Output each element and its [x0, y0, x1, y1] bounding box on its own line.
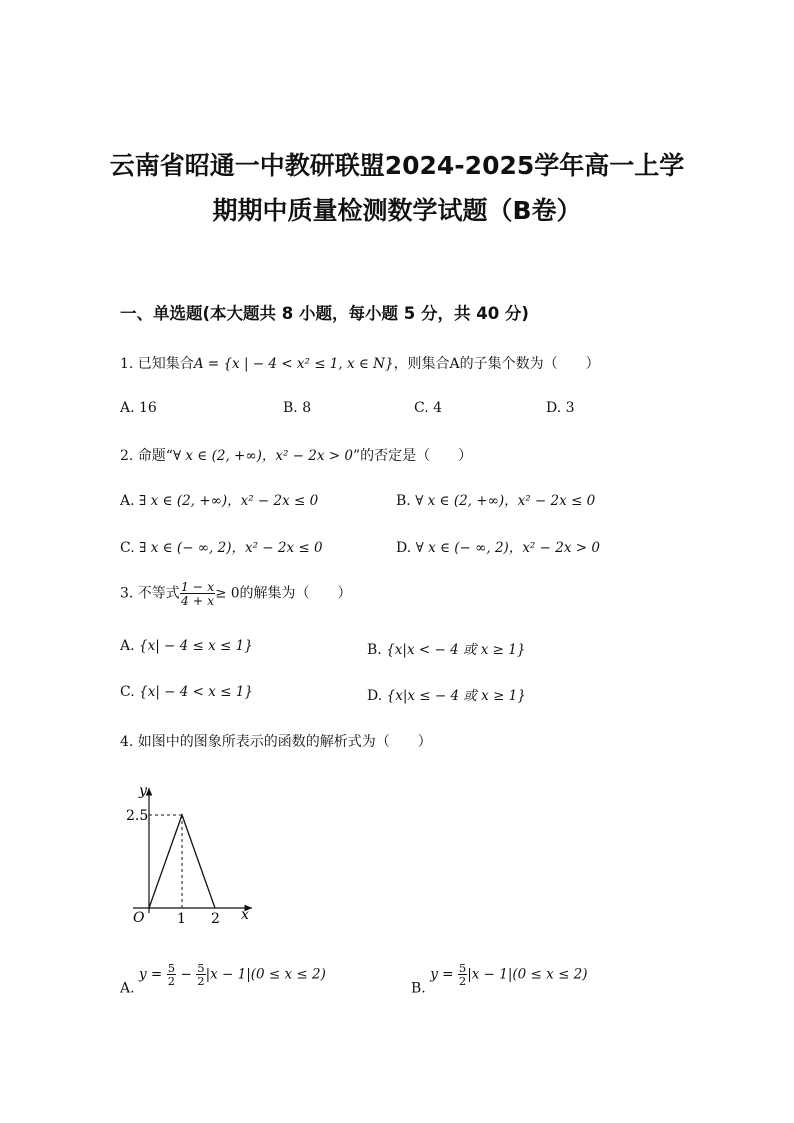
- question-1-prefix: 1. 已知集合: [120, 356, 194, 372]
- option-letter: B.: [283, 400, 298, 416]
- option-letter: C.: [120, 684, 135, 700]
- option-lhs: y =: [139, 966, 163, 983]
- option-letter: B.: [367, 642, 382, 658]
- y-tick-label: 2.5: [126, 808, 149, 824]
- option-letter: C.: [120, 540, 135, 556]
- question-1-option-b: [283, 400, 311, 416]
- question-2-math: ∀ x ∈ (2, +∞)，x² − 2x > 0: [172, 448, 353, 464]
- question-2-option-d: [396, 536, 600, 556]
- question-3-relation: ≥ 0: [215, 585, 240, 602]
- option-letter: A.: [120, 980, 135, 997]
- option-rest: |x − 1|(0 ≤ x ≤ 2): [205, 966, 326, 983]
- question-4-option-b: [411, 962, 588, 997]
- question-2-suffix: ”的否定是（ ）: [352, 448, 473, 464]
- fraction-numerator: 1 − x: [180, 579, 215, 594]
- option-text: ∃ x ∈ (− ∞, 2)，x² − 2x ≤ 0: [139, 540, 323, 556]
- x-tick-label-1: 1: [177, 911, 186, 927]
- fraction-denominator: 4 + x: [180, 593, 215, 608]
- fraction-numerator: 5: [458, 961, 467, 975]
- option-text: ∃ x ∈ (2, +∞)，x² − 2x ≤ 0: [139, 493, 319, 509]
- question-1-option-c: [414, 400, 442, 416]
- fraction-numerator: 5: [197, 961, 205, 975]
- question-3-option-c: [120, 684, 253, 700]
- option-letter: B.: [411, 980, 426, 997]
- question-3-fraction: [180, 580, 215, 607]
- question-3-option-a: [120, 638, 253, 654]
- option-letter: C.: [414, 400, 429, 416]
- option-text: ∀ x ∈ (2, +∞)，x² − 2x ≤ 0: [415, 493, 596, 509]
- question-4-option-a: [120, 962, 326, 997]
- option-letter: D.: [396, 540, 412, 556]
- option-letter: D.: [546, 400, 562, 416]
- option-text: {x|x ≤ − 4 或 x ≥ 1}: [386, 688, 526, 704]
- question-2-prefix: 2. 命题“: [120, 448, 173, 464]
- option-letter: A.: [120, 638, 135, 654]
- function-graph-figure: [115, 778, 275, 938]
- question-3-suffix: 的解集为（ ）: [239, 585, 352, 602]
- option-text: {x| − 4 ≤ x ≤ 1}: [139, 638, 253, 654]
- fraction-numerator: 5: [167, 961, 176, 975]
- option-letter: A.: [120, 400, 135, 416]
- fraction-denominator: 2: [458, 974, 467, 988]
- origin-label: O: [133, 910, 145, 926]
- question-3-option-d: [367, 684, 526, 704]
- exam-title-line-2: 期期中质量检测数学试题（B卷）: [212, 196, 582, 225]
- option-text: 8: [302, 400, 312, 416]
- option-text: 3: [565, 400, 575, 416]
- option-text: 4: [433, 400, 443, 416]
- option-letter: B.: [396, 493, 411, 509]
- option-text: 16: [139, 400, 157, 416]
- fraction-denominator: 2: [167, 974, 176, 988]
- x-axis-label: x: [241, 907, 249, 923]
- question-1-suffix: ，则集合A的子集个数为（ ）: [393, 356, 600, 372]
- question-3: [120, 580, 351, 607]
- question-2: [120, 444, 472, 465]
- option-rest: |x − 1|(0 ≤ x ≤ 2): [467, 966, 588, 983]
- question-1-math: A = {x | − 4 < x² ≤ 1, x ∈ N}: [193, 356, 394, 372]
- x-tick-label-2: 2: [211, 911, 220, 927]
- question-1-option-a: [120, 400, 157, 416]
- y-axis-label: y: [139, 783, 147, 799]
- option-letter: D.: [367, 688, 383, 704]
- option-lhs: y =: [430, 966, 454, 983]
- option-text: {x| − 4 < x ≤ 1}: [139, 684, 253, 700]
- option-minus: −: [180, 966, 192, 983]
- question-4: 4. 如图中的图象所表示的函数的解析式为（ ）: [120, 734, 432, 750]
- option-text: {x|x < − 4 或 x ≥ 1}: [386, 642, 526, 658]
- question-3-prefix: 3. 不等式: [120, 585, 180, 602]
- section-heading: 一、单选题(本大题共 8 小题，每小题 5 分，共 40 分): [120, 304, 529, 323]
- question-2-option-c: [120, 536, 323, 556]
- exam-title-line-1: 云南省昭通一中教研联盟2024-2025学年高一上学: [109, 151, 685, 180]
- option-fraction-2: [196, 962, 205, 987]
- question-3-option-b: [367, 638, 525, 658]
- question-1: [120, 353, 600, 373]
- question-2-option-a: [120, 489, 318, 509]
- question-2-option-b: [396, 489, 595, 509]
- option-letter: A.: [120, 493, 135, 509]
- option-fraction-1: [458, 962, 467, 987]
- fraction-denominator: 2: [197, 974, 205, 988]
- question-1-option-d: [546, 400, 575, 416]
- option-fraction-1: [167, 962, 176, 987]
- option-text: ∀ x ∈ (− ∞, 2)，x² − 2x > 0: [415, 540, 600, 556]
